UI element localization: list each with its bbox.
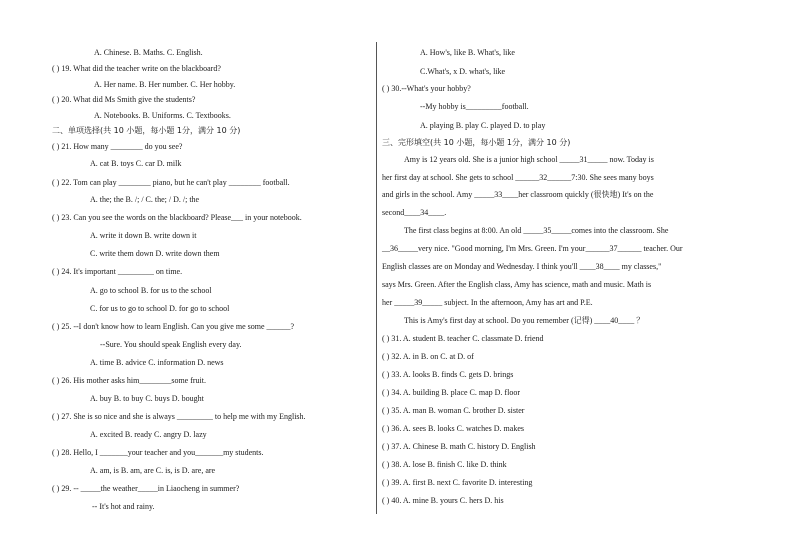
text-line: her _____39_____ subject. In the afternoon, Amy has art and P.E. — [382, 298, 593, 307]
text-line: A. buy B. to buy C. buys D. bought — [90, 394, 204, 403]
text-line: ( ) 29. -- _____the weather_____in Liaocheng in summer? — [52, 484, 240, 493]
text-line: ( ) 19. What did the teacher write on the blackboard? — [52, 64, 221, 73]
text-line: A. Her name. B. Her number. C. Her hobby. — [94, 80, 236, 89]
text-line: A. the; the B. /; / C. the; / D. /; the — [90, 195, 200, 204]
text-line: ( ) 21. How many ________ do you see? — [52, 142, 183, 151]
text-line: ( ) 31. A. student B. teacher C. classmate D. friend — [382, 334, 544, 343]
text-line: her first day at school. She gets to school ______32______7:30. She sees many boys — [382, 173, 654, 182]
text-line: ( ) 33. A. looks B. finds C. gets D. brings — [382, 370, 514, 379]
text-line: --My hobby is_________football. — [420, 102, 529, 111]
section-heading: 二、单项选择(共 10 小题，每小题 1分，满分 10 分) — [52, 126, 241, 135]
text-line: ( ) 37. A. Chinese B. math C. history D. English — [382, 442, 536, 451]
text-line: A. Notebooks. B. Uniforms. C. Textbooks. — [94, 111, 231, 120]
text-line: and girls in the school. Amy _____33____her classroom quickly (很快地) It's on the — [382, 190, 654, 199]
text-line: C. for us to go to school D. for go to school — [90, 304, 230, 313]
text-line: __36_____very nice. "Good morning, I'm Mrs. Green. I'm your______37______ teacher. Our — [382, 244, 683, 253]
text-line: ( ) 34. A. building B. place C. map D. floor — [382, 388, 520, 397]
text-line: -- It's hot and rainy. — [92, 502, 155, 511]
text-line: ( ) 24. It's important _________ on time. — [52, 267, 183, 276]
text-line: A. How's, like B. What's, like — [420, 48, 515, 57]
text-line: A. write it down B. write down it — [90, 231, 197, 240]
text-line: second____34____. — [382, 208, 447, 217]
text-line: ( ) 22. Tom can play ________ piano, but he can't play ________ football. — [52, 178, 290, 187]
text-line: ( ) 23. Can you see the words on the blackboard? Please___ in your notebook. — [52, 213, 302, 222]
text-line: ( ) 36. A. sees B. looks C. watches D. makes — [382, 424, 524, 433]
text-line: ( ) 40. A. mine B. yours C. hers D. his — [382, 496, 504, 505]
text-line: C.What's, x D. what's, like — [420, 67, 506, 76]
text-line: The first class begins at 8:00. An old _____35_____comes into the classroom. She — [404, 226, 669, 235]
text-line: A. am, is B. am, are C. is, is D. are, are — [90, 466, 216, 475]
text-line: ( ) 39. A. first B. next C. favorite D. interesting — [382, 478, 533, 487]
text-line: ( ) 25. --I don't know how to learn English. Can you give me some ______? — [52, 322, 295, 331]
text-line: A. excited B. ready C. angry D. lazy — [90, 430, 207, 439]
text-line: ( ) 38. A. lose B. finish C. like D. think — [382, 460, 507, 469]
text-line: English classes are on Monday and Wednesday. I think you'll ____38____ my classes," — [382, 262, 662, 271]
text-line: A. go to school B. for us to the school — [90, 286, 212, 295]
text-line: ( ) 20. What did Ms Smith give the students? — [52, 95, 196, 104]
text-line: A. cat B. toys C. car D. milk — [90, 159, 182, 168]
text-line: --Sure. You should speak English every day. — [100, 340, 242, 349]
text-line: ( ) 27. She is so nice and she is always _________ to help me with my English. — [52, 412, 306, 421]
text-line: Amy is 12 years old. She is a junior high school _____31_____ now. Today is — [404, 155, 654, 164]
text-line: ( ) 35. A. man B. woman C. brother D. sister — [382, 406, 525, 415]
text-line: ( ) 30.--What's your hobby? — [382, 84, 471, 93]
text-line: This is Amy's first day at school. Do you remember (记得) ____40____ ？ — [404, 316, 645, 325]
text-line: says Mrs. Green. After the English class, Amy has science, math and music. Math is — [382, 280, 652, 289]
section-heading: 三、完形填空(共 10 小题，每小题 1分，满分 10 分) — [382, 138, 571, 147]
text-line: ( ) 32. A. in B. on C. at D. of — [382, 352, 474, 361]
column-divider — [376, 42, 377, 514]
text-line: A. playing B. play C. played D. to play — [420, 121, 546, 130]
text-line: ( ) 28. Hello, I _______your teacher and you_______my students. — [52, 448, 264, 457]
text-line: ( ) 26. His mother asks him________some fruit. — [52, 376, 206, 385]
text-line: C. write them down D. write down them — [90, 249, 220, 258]
text-line: A. Chinese. B. Maths. C. English. — [94, 48, 203, 57]
text-line: A. time B. advice C. information D. news — [90, 358, 224, 367]
